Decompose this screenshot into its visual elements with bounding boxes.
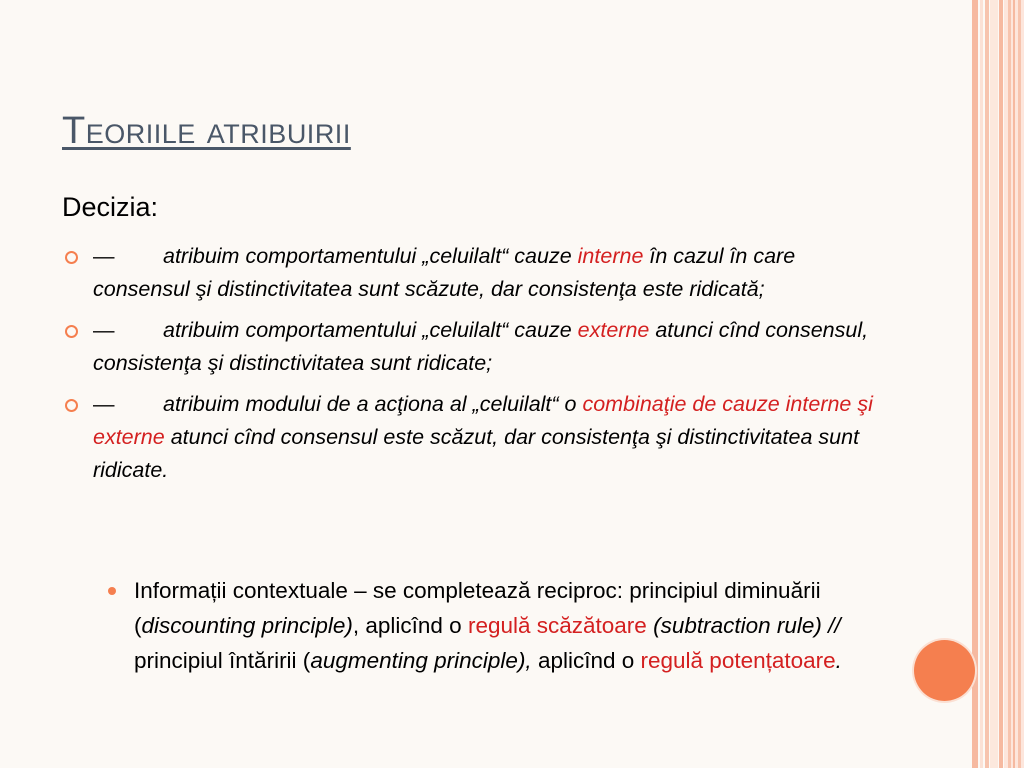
- decorative-stripe: [999, 0, 1003, 768]
- dash: —: [93, 244, 115, 268]
- sub-text-italic: discounting principle): [141, 613, 353, 638]
- sub-highlight: regulă potențatoare: [640, 648, 836, 673]
- decorative-stripe: [972, 0, 978, 768]
- bullet-list: [62, 240, 882, 495]
- decorative-stripe: [1013, 0, 1015, 768]
- decorative-stripe: [980, 0, 983, 768]
- bullet-text: atunci cînd consensul, consistenţa şi distinctivitatea sunt ridicate;: [93, 318, 869, 375]
- bullet-ring-icon: [65, 251, 78, 264]
- bullet-ring-icon: [65, 399, 78, 412]
- slide-subtitle: Decizia:: [62, 192, 159, 222]
- decorative-circle: [914, 640, 975, 701]
- sub-bullet-item: [100, 573, 890, 678]
- bullet-highlight: interne: [577, 244, 644, 268]
- bullet-highlight: externe: [577, 318, 650, 342]
- bullet-text: în cazul în care consensul şi distinctivitatea sunt scăzute, dar consistenţa este ridicată;: [93, 244, 796, 301]
- bullet-item: [62, 240, 882, 306]
- bullet-ring-icon: [65, 325, 78, 338]
- decorative-stripe: [985, 0, 989, 768]
- sub-text-italic: augmenting principle),: [310, 648, 532, 673]
- bullet-text: atribuim comportamentului „celuilalt“ cauze: [163, 244, 578, 268]
- bullet-highlight: combinaţie de cauze interne şi externe: [93, 392, 873, 449]
- dash: —: [93, 318, 115, 342]
- sub-text: principiul întăririi (: [134, 648, 311, 673]
- sub-highlight: regulă scăzătoare: [467, 613, 647, 638]
- bullet-text: atribuim comportamentului „celuilalt“ cauze: [163, 318, 578, 342]
- sub-text: , aplicînd o: [352, 613, 468, 638]
- sub-text: aplicînd o: [531, 648, 641, 673]
- decorative-stripe: [1018, 0, 1021, 768]
- sub-text: Informații contextuale – se completează reciproc: principiul diminuării (: [134, 578, 821, 638]
- sub-text-italic: (subtraction rule) //: [653, 613, 841, 638]
- bullet-text: atribuim modului de a acţiona al „celuilalt“ o: [163, 392, 583, 416]
- sub-bullet-list: [100, 573, 890, 678]
- decorative-stripe: [1008, 0, 1011, 768]
- decorative-stripe: [990, 0, 998, 768]
- dash: —: [93, 392, 115, 416]
- bullet-item: [62, 314, 882, 380]
- bullet-text: atunci cînd consensul este scăzut, dar consistenţa şi distinctivitatea sunt ridicate.: [93, 425, 860, 482]
- slide-title: Teoriile atribuirii: [62, 110, 351, 152]
- sub-text-italic: .: [835, 648, 842, 673]
- bullet-item: [62, 388, 882, 487]
- sub-bullet-dot-icon: [108, 587, 116, 595]
